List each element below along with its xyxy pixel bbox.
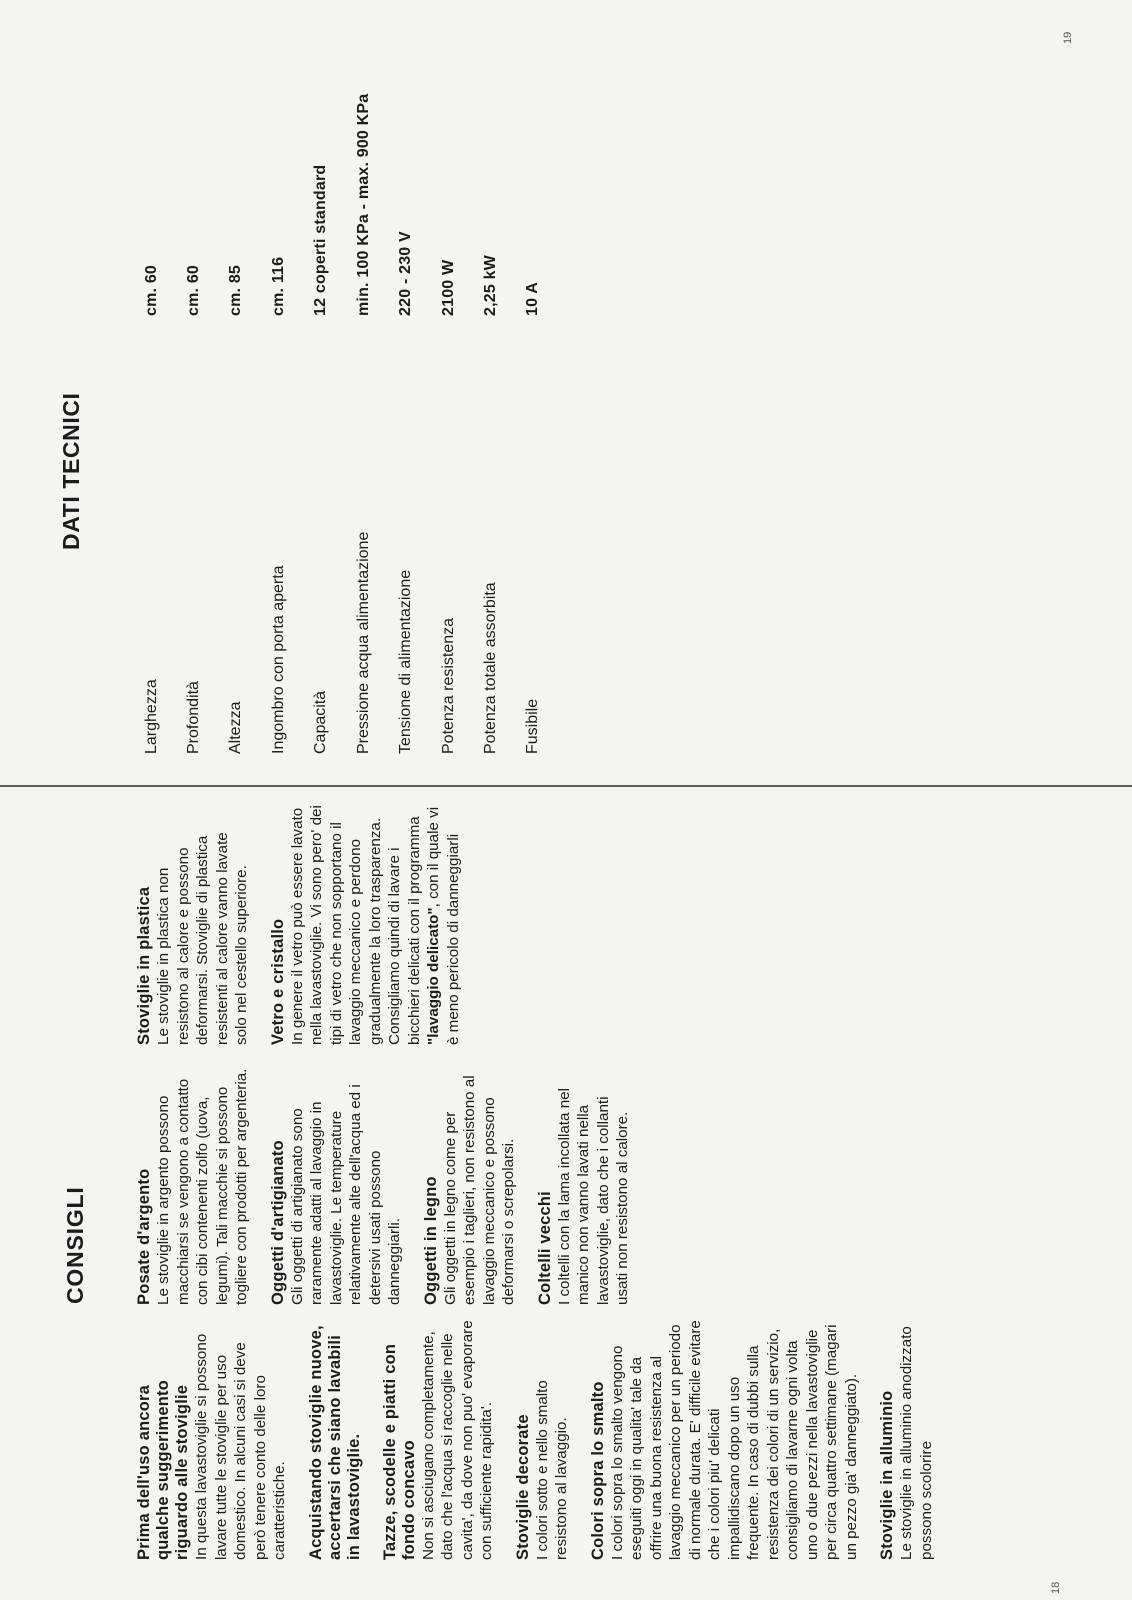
section-heading: Posate d'argento [135, 1168, 153, 1305]
dati-tecnici-title: DATI TECNICI [58, 392, 84, 550]
section-heading: Colori sopra lo smalto [588, 1381, 607, 1560]
spec-value: 2,25 kW [482, 255, 499, 316]
section-colori-sopra-smalto [589, 1318, 862, 1560]
vetro-text-before: In genere il vetro può essere lavato nella lavastoviglie. Vi sono pero' dei tipi di vetro che non sopportano il lavaggio meccanico e perdono gradualmente la loro trasparenza. Consigliamo quindi di lavare i bicchieri delicati con il programma [288, 805, 423, 1045]
section-text: Gli oggetti di artigianato sono raramente adatti al lavaggio in lavastoviglie. Le temperature relativamente alte dell'acqua ed i detersivi usati possono danneggiarli. [288, 1084, 403, 1305]
spec-label: Tensione di alimentazione [397, 569, 414, 754]
section-artigianato [269, 1063, 405, 1305]
section-heading: Oggetti in legno [421, 1176, 440, 1305]
vetro-program-name: "lavaggio delicato" [425, 907, 442, 1045]
section-text: Le stoviglie in argento possono macchiarsi se vengono a contatto con cibi contenenti zolfo (uova, legumi). Tali macchie si possono togliere con prodotti per argenteria. [155, 1068, 250, 1305]
section-stoviglie-decorate [514, 1318, 572, 1560]
section-prima-dell-uso [135, 1318, 290, 1560]
spec-value: 220 - 230 V [397, 231, 414, 316]
spec-label: Larghezza [143, 679, 160, 754]
spec-row [440, 34, 470, 754]
section-posate-argento [135, 1063, 252, 1305]
vetro-text-after: , con il quale vi è meno pericolo di danneggiarli [425, 806, 462, 1045]
page-divider [0, 785, 1132, 787]
spec-value: 12 coperti standard [312, 164, 329, 316]
section-legno [422, 1063, 519, 1305]
spec-row [185, 34, 215, 754]
consigli-column-2 [135, 1063, 650, 1305]
spec-value: cm. 116 [270, 256, 287, 316]
section-text: Non si asciugano completamente, dato che l'acqua si raccoglie nelle cavita', da dove non puo' evaporare con sufficiente rapidita'. [419, 1320, 495, 1560]
section-tazze [381, 1318, 497, 1560]
section-text [288, 803, 464, 1045]
spec-label: Profondità [185, 681, 202, 754]
section-heading: Acquistando stoviglie nuove, accertarsi che siano lavabili in lavastoviglie. [306, 1325, 363, 1560]
section-vetro [269, 803, 464, 1045]
spec-value: cm. 85 [227, 264, 244, 316]
spec-row [397, 34, 427, 754]
spec-row [355, 34, 385, 754]
section-heading: Coltelli vecchi [535, 1191, 554, 1305]
section-text: I colori sopra lo smalto vengono eseguiti oggi in qualita' tale da offrire una buona resistenza al lavaggio meccanico per un periodo di normale durata. E' difficile evitare che i colori piu' delicati impallidiscano dopo un uso frequente. In caso di dubbi sulla resistenza dei colori di un servizio, consigliamo di lavarne ogni volta uno o due pezzi nella lavastoviglie per circa quattro settimane (magari un pezzo gia' danneggiato). [608, 1320, 860, 1560]
section-acquistando [307, 1318, 364, 1560]
section-text: I colori sotto e nello smalto resistono al lavaggio. [533, 1380, 570, 1560]
section-heading: Stoviglie decorate [513, 1414, 532, 1560]
page-number-right: 19 [1062, 31, 1074, 44]
spec-value: min. 100 KPa - max. 900 KPa [355, 93, 372, 316]
spec-row [524, 34, 554, 754]
spec-value: 2100 W [440, 259, 457, 316]
spec-row [227, 34, 257, 754]
spec-label: Capacità [312, 690, 329, 754]
section-heading: Prima dell'uso ancora qualche suggerimento riguardo alle stoviglie [135, 1379, 191, 1560]
section-text: Le stoviglie in plastica non resistono al calore e possono deformarsi. Stoviglie di plastica resistenti al calore vanno lavate solo nel cestello superiore. [155, 832, 250, 1045]
section-text: Le stoviglie in alluminio anodizzato possono scolorire [898, 1326, 935, 1560]
section-heading: Stoviglie in alluminio [878, 1390, 896, 1560]
spec-label: Potenza resistenza [440, 617, 457, 754]
section-text: In questa lavastoviglie si possono lavare tutte le stoviglie per uso domestico. In alcuni casi si deve però tenere conto delle loro caratteristiche. [193, 1333, 288, 1560]
page-number-left: 18 [1050, 1581, 1062, 1594]
spec-value: cm. 60 [185, 264, 202, 316]
consigli-column-1 [135, 1318, 953, 1560]
spec-label: Ingombro con porta aperta [270, 565, 287, 754]
spec-row [270, 34, 300, 754]
spec-label: Potenza totale assorbita [482, 582, 499, 754]
section-plastica [135, 803, 252, 1045]
spec-row [143, 34, 173, 754]
spec-label: Fusibile [524, 698, 541, 754]
spec-row [312, 34, 342, 754]
section-heading: Tazze, scodelle e piatti con fondo concavo [380, 1343, 418, 1560]
spec-value: 10 A [524, 281, 541, 316]
section-text: Gli oggetti in legno come per esempio i taglieri, non resistono al lavaggio meccanico e possono deformarsi o screpolarsi. [441, 1075, 517, 1305]
section-heading: Stoviglie in plastica [135, 886, 153, 1045]
section-coltelli [536, 1063, 633, 1305]
spec-row [482, 34, 512, 754]
spec-label: Altezza [227, 701, 244, 754]
consigli-title: CONSIGLI [62, 1186, 88, 1304]
section-heading: Vetro e cristallo [268, 918, 287, 1045]
section-heading: Oggetti d'artigianato [268, 1140, 287, 1305]
consigli-column-3 [135, 803, 480, 1045]
spec-label: Pressione acqua alimentazione [355, 531, 372, 754]
section-alluminio [878, 1318, 936, 1560]
spec-value: cm. 60 [143, 264, 160, 316]
section-text: I coltelli con la lama incollata nel manico non vanno lavati nella lavastoviglie, dato che i collanti usati non resistono al calore. [555, 1088, 631, 1305]
